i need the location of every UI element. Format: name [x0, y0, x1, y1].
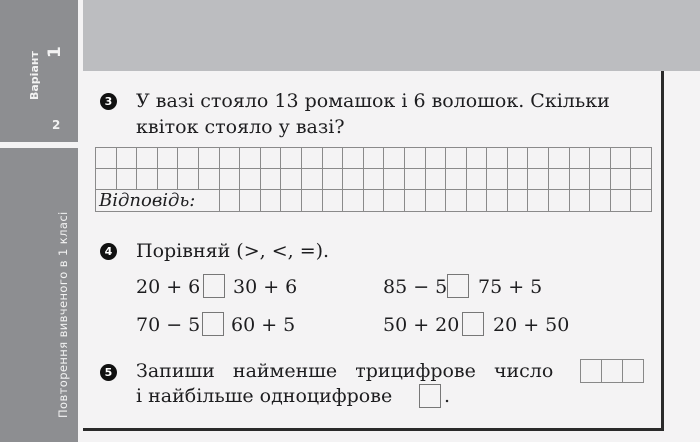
grid-cell[interactable] — [487, 190, 508, 212]
grid-cell[interactable] — [157, 169, 178, 190]
comparison-3-left: 70 − 5 — [136, 314, 201, 336]
grid-cell[interactable] — [260, 190, 281, 212]
grid-cell[interactable] — [528, 169, 549, 190]
grid-cell[interactable] — [569, 190, 590, 212]
grid-cell[interactable] — [281, 148, 302, 169]
variant-number: 1 — [45, 46, 65, 58]
task-3-line2: квіток стояло у вазі? — [136, 116, 345, 138]
grid-cell[interactable] — [404, 169, 425, 190]
variant-label: Варіант — [28, 51, 41, 100]
digit-box[interactable] — [581, 360, 602, 382]
grid-cell[interactable] — [384, 169, 405, 190]
grid-cell[interactable] — [322, 148, 343, 169]
grid-cell[interactable] — [507, 190, 528, 212]
grid-row — [96, 190, 652, 212]
three-digit-answer-boxes[interactable] — [580, 359, 644, 383]
grid-cell[interactable] — [240, 190, 261, 212]
grid-cell[interactable] — [281, 169, 302, 190]
grid-cell[interactable] — [178, 169, 199, 190]
page-number: 2 — [52, 118, 61, 132]
task-3-badge: 3 — [100, 93, 117, 110]
comparison-2-box[interactable] — [447, 274, 469, 298]
grid-cell[interactable] — [631, 169, 652, 190]
grid-cell[interactable] — [487, 169, 508, 190]
comparison-1-right: 30 + 6 — [233, 276, 298, 298]
grid-cell[interactable] — [384, 190, 405, 212]
grid-cell[interactable] — [322, 169, 343, 190]
grid-cell[interactable] — [96, 169, 117, 190]
grid-cell[interactable] — [549, 169, 570, 190]
task-4-prompt: Порівняй (>, <, =). — [136, 240, 330, 262]
grid-cell[interactable] — [301, 190, 322, 212]
grid-cell[interactable] — [343, 190, 364, 212]
grid-cell[interactable] — [219, 190, 240, 212]
task-4-badge: 4 — [100, 243, 117, 260]
grid-cell[interactable] — [322, 190, 343, 212]
task-5-line2: і найбільше одноцифрове — [136, 385, 393, 407]
digit-box[interactable] — [602, 360, 623, 382]
grid-cell[interactable] — [363, 190, 384, 212]
grid-cell[interactable] — [404, 148, 425, 169]
grid-cell[interactable] — [631, 190, 652, 212]
grid-cell[interactable] — [137, 169, 158, 190]
grid-cell[interactable] — [301, 148, 322, 169]
grid-cell[interactable] — [425, 148, 446, 169]
grid-cell[interactable] — [507, 169, 528, 190]
grid-cell[interactable] — [466, 190, 487, 212]
grid-cell[interactable] — [343, 169, 364, 190]
task-5-badge: 5 — [100, 364, 117, 381]
comparison-3-box[interactable] — [202, 312, 224, 336]
grid-cell[interactable] — [446, 148, 467, 169]
task-5-period: . — [444, 385, 451, 407]
grid-cell[interactable] — [590, 148, 611, 169]
grid-cell[interactable] — [610, 148, 631, 169]
grid-cell[interactable] — [528, 148, 549, 169]
grid-cell[interactable] — [466, 169, 487, 190]
grid-cell[interactable] — [178, 148, 199, 169]
grid-cell[interactable] — [157, 148, 178, 169]
grid-cell[interactable] — [507, 148, 528, 169]
grid-cell[interactable] — [219, 169, 240, 190]
grid-cell[interactable] — [240, 148, 261, 169]
grid-cell[interactable] — [301, 169, 322, 190]
grid-cell[interactable] — [343, 148, 364, 169]
comparison-2-left: 85 − 5 — [383, 276, 448, 298]
grid-cell[interactable] — [116, 169, 137, 190]
grid-cell[interactable] — [363, 148, 384, 169]
task-3-line1: У вазі стояло 13 ромашок і 6 волошок. Скільки — [136, 90, 610, 112]
section-title: Повторення вивченого в 1 класі — [56, 211, 70, 418]
grid-cell[interactable] — [116, 148, 137, 169]
grid-cell[interactable] — [487, 148, 508, 169]
header-band — [83, 0, 700, 71]
grid-cell[interactable] — [590, 190, 611, 212]
grid-row — [96, 169, 652, 190]
grid-cell[interactable] — [219, 148, 240, 169]
grid-cell[interactable] — [590, 169, 611, 190]
grid-cell[interactable] — [96, 148, 117, 169]
grid-cell[interactable] — [610, 169, 631, 190]
comparison-4-right: 20 + 50 — [493, 314, 570, 336]
answer-grid[interactable] — [95, 147, 652, 212]
grid-cell[interactable] — [446, 169, 467, 190]
grid-cell[interactable] — [569, 148, 590, 169]
grid-cell[interactable] — [404, 190, 425, 212]
comparison-2-right: 75 + 5 — [478, 276, 543, 298]
grid-cell[interactable] — [260, 148, 281, 169]
grid-row — [96, 148, 652, 169]
grid-cell[interactable] — [198, 169, 219, 190]
grid-cell[interactable] — [425, 190, 446, 212]
grid-cell[interactable] — [363, 169, 384, 190]
grid-cell[interactable] — [528, 190, 549, 212]
one-digit-answer-box[interactable] — [419, 384, 441, 408]
answer-label: Відповідь: — [96, 190, 220, 212]
grid-cell[interactable] — [425, 169, 446, 190]
grid-cell[interactable] — [240, 169, 261, 190]
comparison-4-box[interactable] — [462, 312, 484, 336]
grid-cell[interactable] — [198, 148, 219, 169]
grid-cell[interactable] — [631, 148, 652, 169]
grid-cell[interactable] — [137, 148, 158, 169]
grid-cell[interactable] — [384, 148, 405, 169]
comparison-1-left: 20 + 6 — [136, 276, 201, 298]
grid-cell[interactable] — [260, 169, 281, 190]
task-5-line1: Запиши найменше трицифрове число — [136, 360, 554, 382]
grid-cell[interactable] — [466, 148, 487, 169]
grid-cell[interactable] — [549, 148, 570, 169]
comparison-4-left: 50 + 20 — [383, 314, 460, 336]
grid-cell[interactable] — [569, 169, 590, 190]
grid-cell[interactable] — [549, 190, 570, 212]
grid-cell[interactable] — [610, 190, 631, 212]
comparison-3-right: 60 + 5 — [231, 314, 296, 336]
digit-box[interactable] — [623, 360, 643, 382]
grid-cell[interactable] — [446, 190, 467, 212]
grid-cell[interactable] — [281, 190, 302, 212]
comparison-1-box[interactable] — [203, 274, 225, 298]
